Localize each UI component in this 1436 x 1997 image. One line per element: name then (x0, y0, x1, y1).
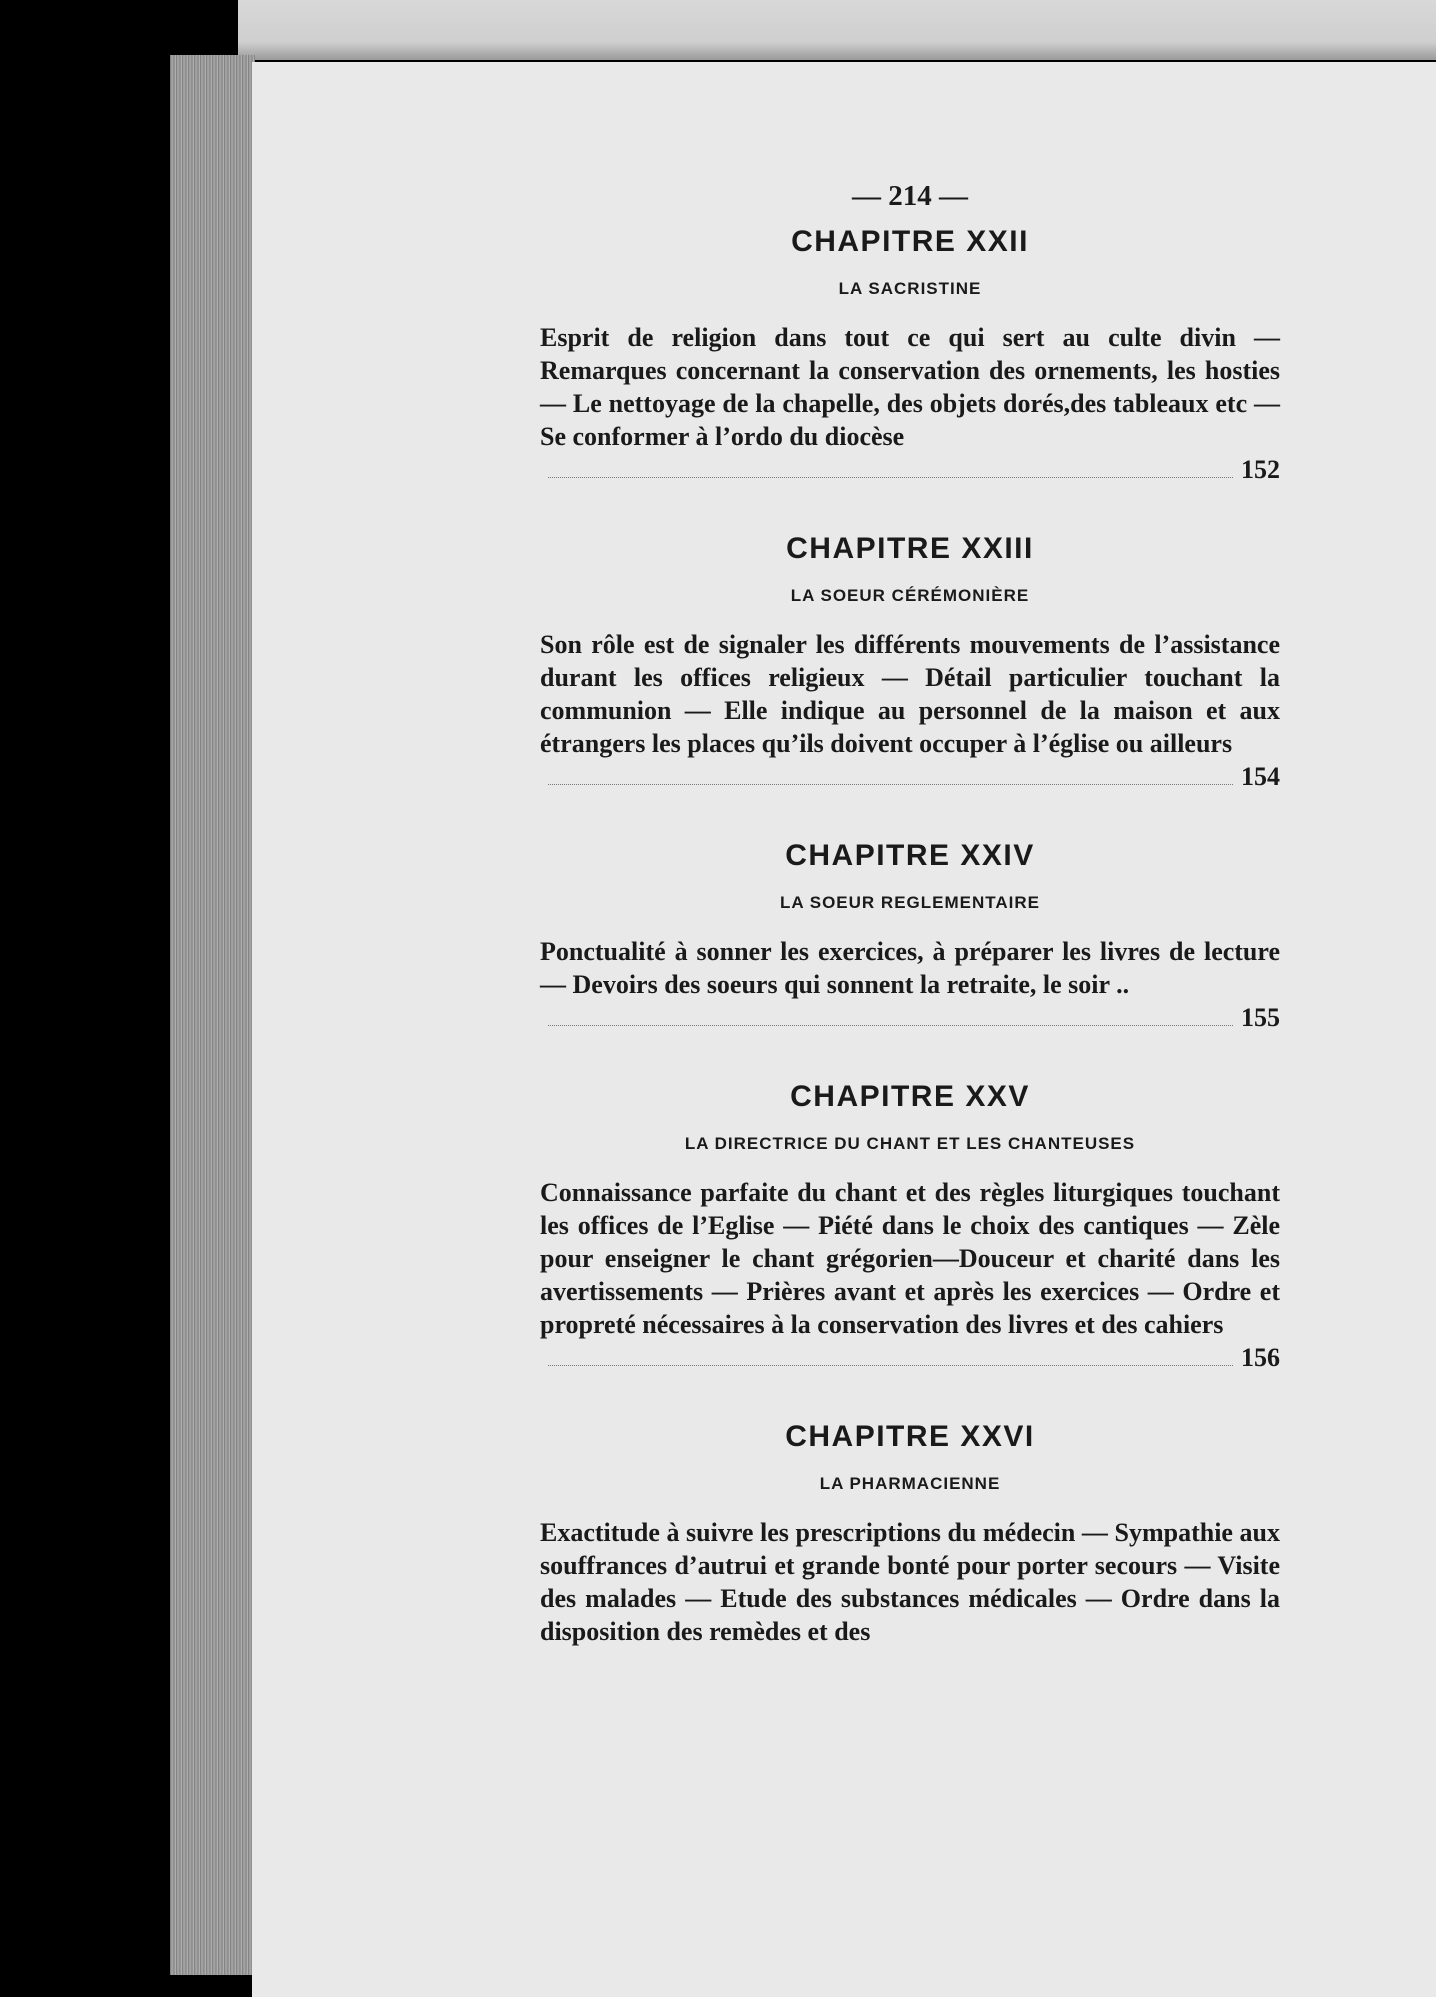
chapter-entry (540, 532, 1280, 793)
summary-text: Ponctualité à sonner les exercices, à préparer les livres de lecture — Devoirs des soeurs qui sonnent la retraite, le soir .. (540, 937, 1280, 999)
chapter-entry (540, 1420, 1280, 1648)
page-number: — 214 — (852, 180, 968, 212)
chapter-summary (540, 628, 1280, 793)
book-page-edges (170, 55, 255, 1975)
chapter-subtitle: LA DIRECTRICE DU CHANT ET LES CHANTEUSES (684, 1134, 1136, 1153)
chapter-subtitle: LA SOEUR REGLEMENTAIRE (779, 893, 1040, 912)
chapter-entry (540, 225, 1280, 486)
chapter-summary (540, 321, 1280, 486)
chapter-heading: CHAPITRE XXIII (786, 532, 1034, 565)
scan-top-edge (238, 0, 1436, 60)
page-ref-leader (540, 1001, 1280, 1034)
leader-dots (548, 784, 1233, 785)
leader-dots (548, 477, 1233, 478)
chapter-subtitle: LA PHARMACIENNE (819, 1474, 1001, 1493)
chapter-entry (540, 839, 1280, 1034)
page-ref-leader (540, 1341, 1280, 1374)
chapter-summary (540, 1516, 1280, 1648)
chapter-heading: CHAPITRE XXVI (785, 1420, 1035, 1453)
summary-text: Son rôle est de signaler les différents mouvements de l’assistance durant les offices religieux — Détail particulier touchant la communion — Elle indique au personnel de la maison et aux étrangers les places qu’ils doivent occuper à l’église ou ailleurs (540, 630, 1280, 758)
chapter-heading: CHAPITRE XXII (791, 225, 1029, 258)
chapter-subtitle: LA SOEUR CÉRÉMONIÈRE (790, 586, 1030, 605)
leader-dots (548, 1365, 1233, 1366)
page-ref: 155 (1241, 1003, 1280, 1032)
page-ref: 156 (1241, 1343, 1280, 1372)
page-ref-leader (540, 453, 1280, 486)
chapter-summary (540, 1176, 1280, 1374)
table-of-contents (540, 180, 1280, 1694)
summary-text: Connaissance parfaite du chant et des règles liturgiques touchant les offices de l’Eglise — Piété dans le choix des cantiques — Zèle pour enseigner le chant grégorien—Douceur et charité dans les avertissements — Prières avant et après les exercices — Ordre et propreté nécessaires à la conservation des livres et des cahiers (540, 1178, 1280, 1339)
chapter-summary (540, 935, 1280, 1034)
page-ref-leader (540, 760, 1280, 793)
leader-dots (548, 1025, 1233, 1026)
chapter-subtitle: LA SACRISTINE (838, 279, 982, 298)
summary-text: Esprit de religion dans tout ce qui sert au culte divin — Remarques concernant la conservation des ornements, les hosties — Le nettoyage de la chapelle, des objets dorés,des tableaux etc — Se conformer à l’ordo du diocèse (540, 323, 1280, 451)
chapter-heading: CHAPITRE XXIV (785, 839, 1035, 872)
chapter-heading: CHAPITRE XXV (790, 1080, 1030, 1113)
page-ref: 154 (1241, 762, 1280, 791)
chapter-entry (540, 1080, 1280, 1374)
summary-text: Exactitude à suivre les prescriptions du médecin — Sympathie aux souffrances d’autrui et grande bonté pour porter secours — Visite des malades — Etude des substances médicales — Ordre dans la disposition des remèdes et des (540, 1518, 1280, 1646)
page-ref: 152 (1241, 455, 1280, 484)
